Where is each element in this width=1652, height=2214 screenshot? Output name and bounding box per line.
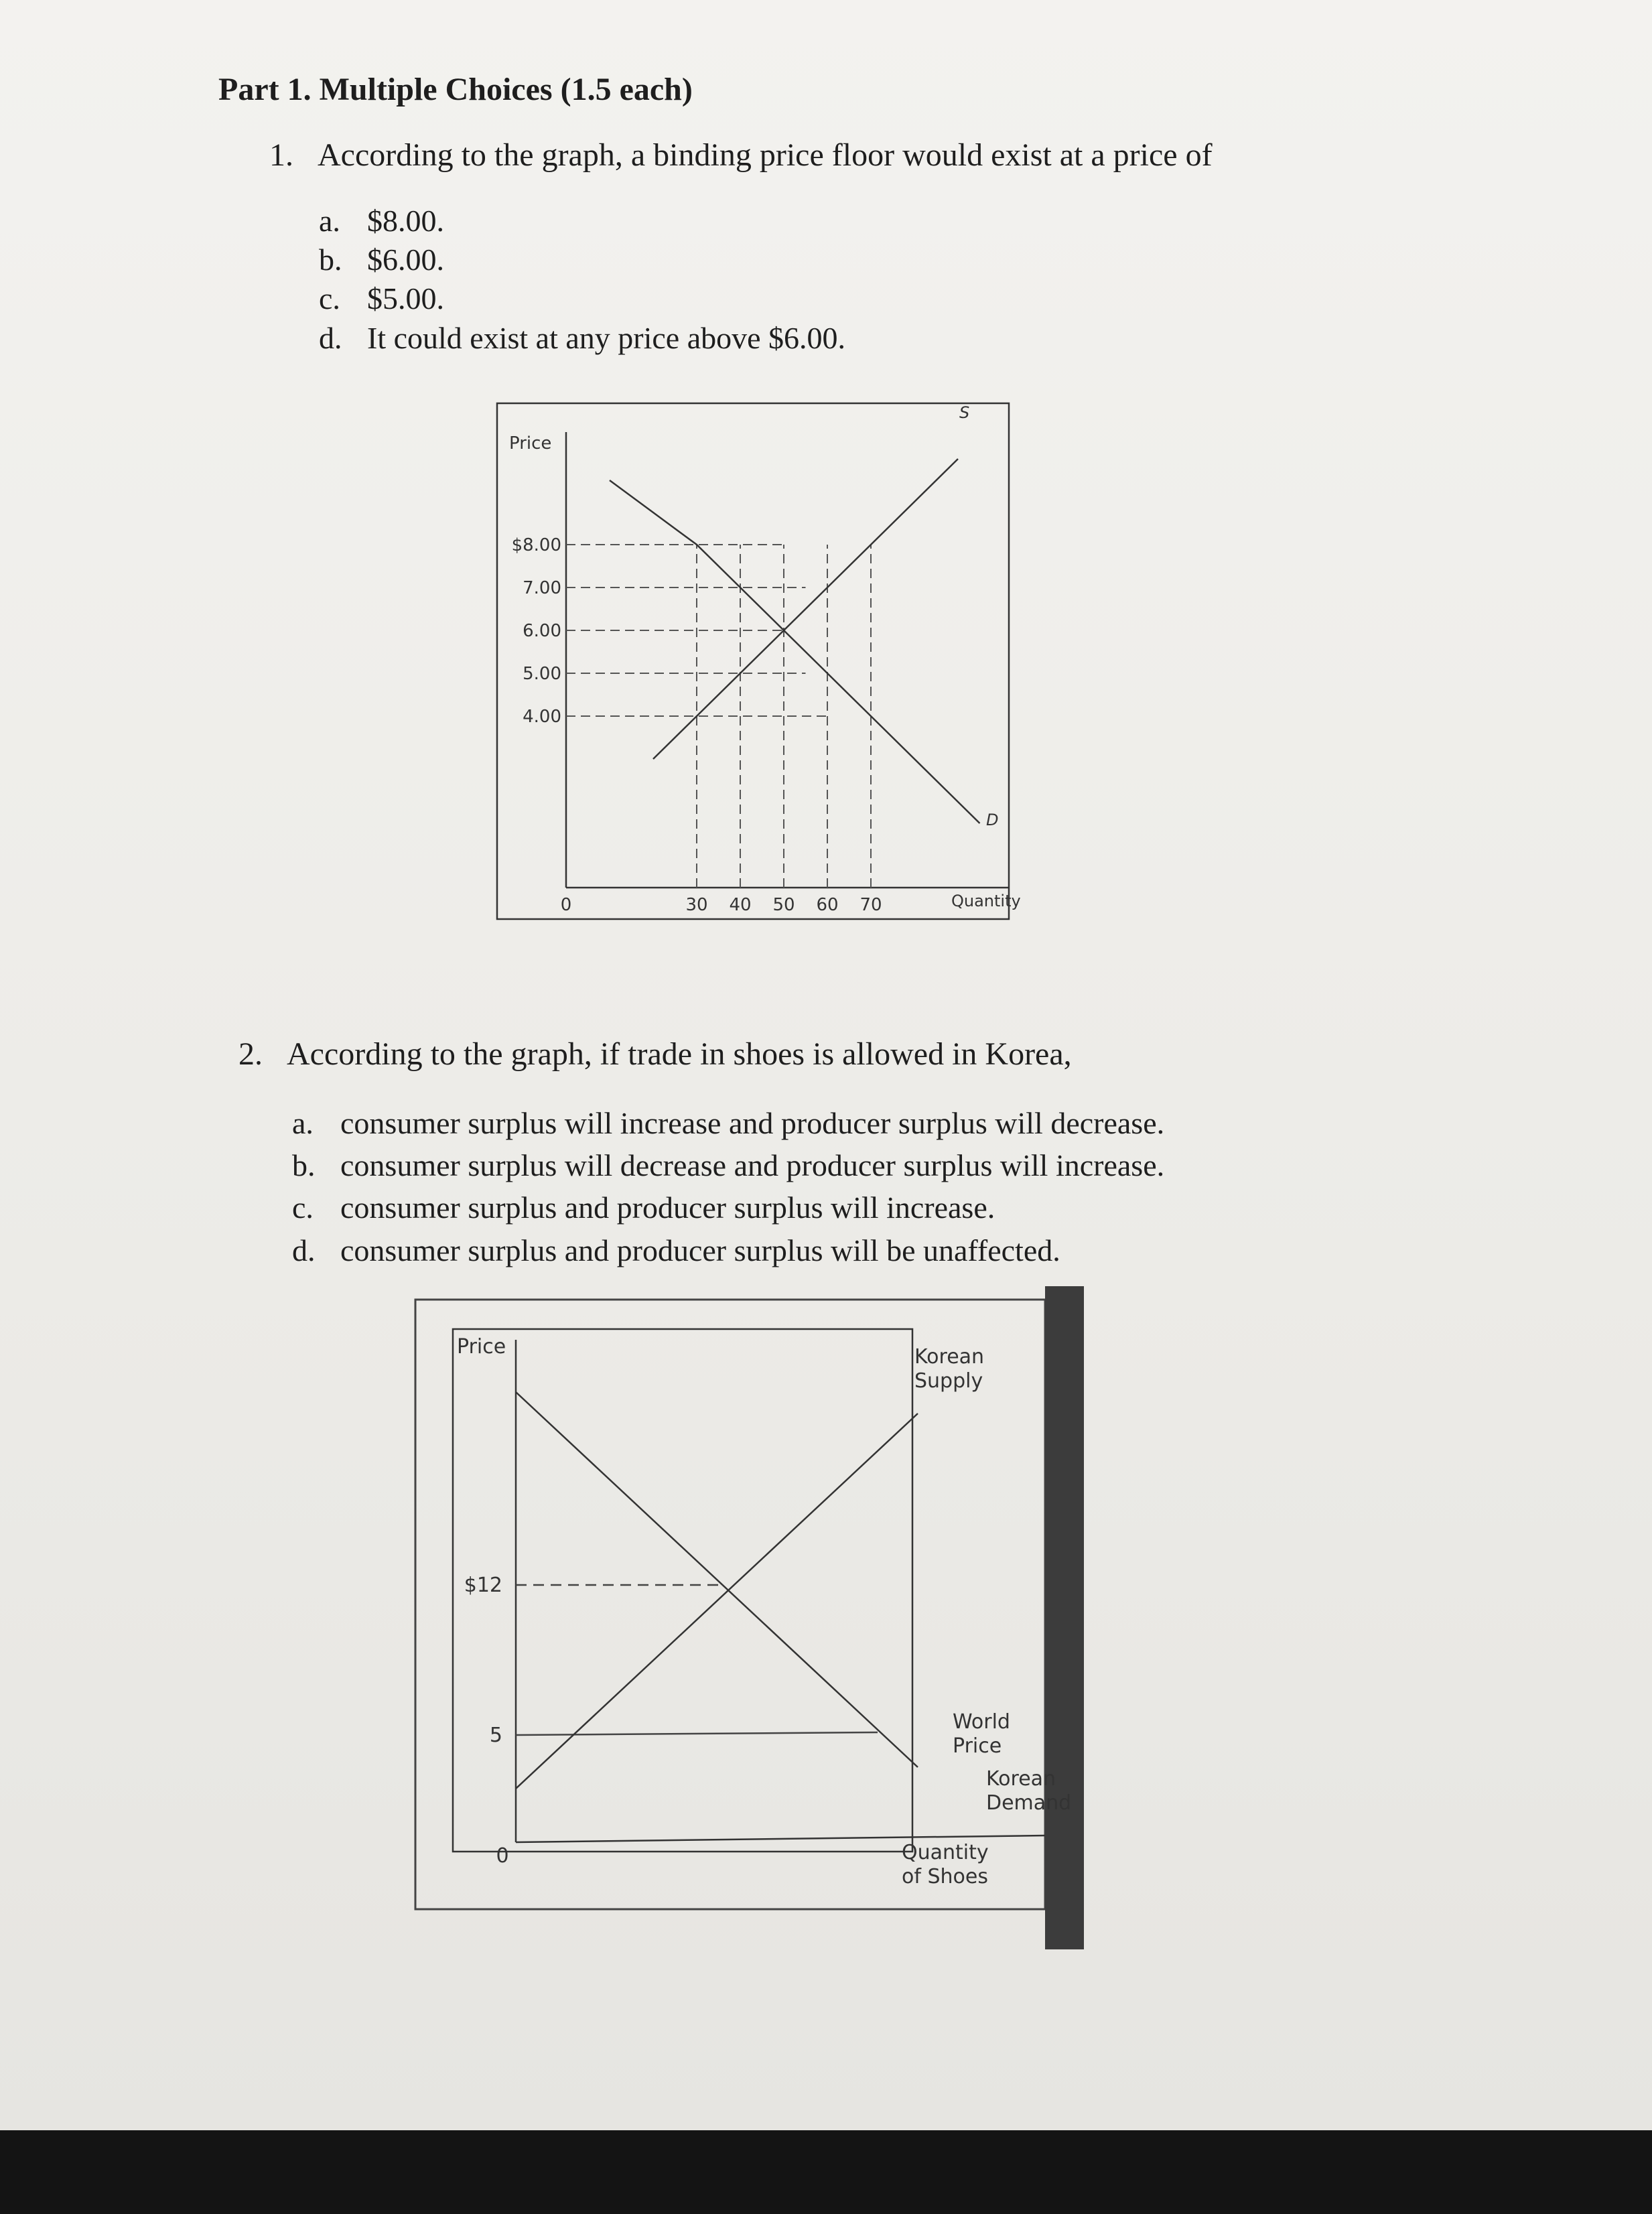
x-tick-label: 40: [729, 895, 752, 915]
x-axis-label: Quantity of Shoes: [902, 1841, 989, 1888]
y-tick-label: 6.00: [523, 621, 561, 641]
supply-label: Korean Supply: [914, 1345, 985, 1393]
chart-1: [442, 395, 1045, 1001]
origin-label: 0: [496, 1844, 509, 1868]
x-tick-label: 30: [685, 895, 708, 915]
option-2d[interactable]: d. consumer surplus and producer surplus will be unaffected.: [292, 1233, 1060, 1267]
inner-frame: [453, 1329, 912, 1852]
y-tick-label: 4.00: [523, 707, 561, 727]
option-1b[interactable]: b. $6.00.: [319, 243, 444, 277]
option-1c[interactable]: c. $5.00.: [319, 281, 444, 316]
x-tick-label: 70: [859, 895, 882, 915]
y-tick-label: $8.00: [511, 535, 561, 555]
x-axis-label: Quantity: [951, 892, 1021, 910]
x-tick-label: 60: [816, 895, 839, 915]
y-tick-label: $12: [464, 1574, 502, 1597]
y-tick-label: 7.00: [523, 578, 561, 598]
supply-curve: [653, 459, 958, 759]
question-2: [238, 1035, 1072, 1074]
origin-label: 0: [560, 895, 572, 915]
y-axis-label: Price: [509, 433, 552, 454]
section-heading: Part 1. Multiple Choices (1.5 each): [218, 72, 693, 107]
demand-curve: [516, 1392, 918, 1767]
option-1d[interactable]: d. It could exist at any price above $6.00.: [319, 321, 846, 355]
demand-label: Korean Demand: [986, 1767, 1072, 1815]
question-text: According to the graph, a binding price floor would exist at a price of: [318, 137, 1213, 173]
option-2a[interactable]: a. consumer surplus will increase and producer surplus will decrease.: [292, 1106, 1165, 1140]
supply-label: S: [959, 403, 970, 422]
desk-edge: [0, 2130, 1652, 2214]
trade-chart: [402, 1286, 1099, 1956]
question-1: [269, 136, 1213, 175]
y-tick-label: 5: [489, 1724, 502, 1747]
y-axis-label: Price: [457, 1335, 506, 1359]
question-number: 1.: [269, 137, 293, 173]
chart-2: [402, 1286, 1099, 1959]
option-2b[interactable]: b. consumer surplus will decrease and producer surplus will increase.: [292, 1148, 1165, 1182]
x-tick-label: 50: [772, 895, 795, 915]
shadow-edge: [1045, 1286, 1084, 1949]
demand-label: D: [986, 811, 999, 829]
question-text: According to the graph, if trade in shoes is allowed in Korea,: [287, 1036, 1072, 1072]
world-price-line: [516, 1732, 878, 1735]
world-price-label: World Price: [953, 1710, 1010, 1758]
question-number: 2.: [238, 1036, 263, 1072]
option-2c[interactable]: c. consumer surplus and producer surplus will increase.: [292, 1190, 995, 1225]
option-1a[interactable]: a. $8.00.: [319, 204, 444, 238]
y-tick-label: 5.00: [523, 664, 561, 684]
supply-demand-chart: [442, 395, 1045, 998]
demand-curve: [610, 480, 980, 823]
